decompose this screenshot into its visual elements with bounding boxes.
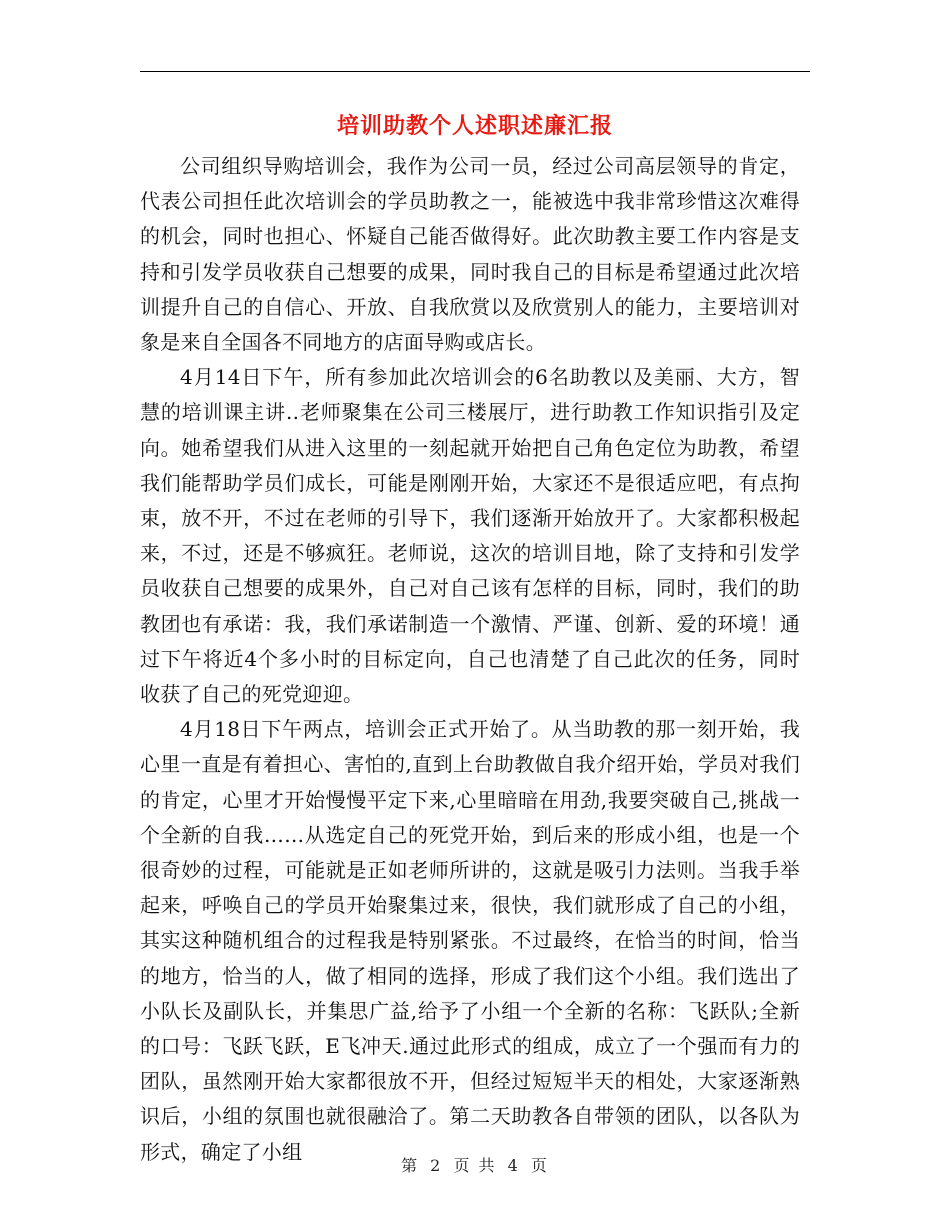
footer-prefix: 第 xyxy=(401,1156,420,1175)
document-body xyxy=(140,149,800,1170)
paragraph-3: 4月18日下午两点，培训会正式开始了。从当助教的那一刻开始，我心里一直是有着担心、害怕的,直到上台助教做自我介绍开始，学员对我们的肯定，心里才开始慢慢平定下来,心里暗暗在用劲,我要突破自己,挑战一个全新的自我……从选定自己的死党开始，到后来的形成小组，也是一个很奇妙的过程，可能就是正如老师所讲的，这就是吸引力法则。当我手举起来，呼唤自己的学员开始聚集过来，很快，我们就形成了自己的小组，其实这种随机组合的过程我是特别紧张。不过最终，在恰当的时间，恰当的地方，恰当的人，做了相同的选择，形成了我们这个小组。我们选出了小队长及副队长，并集思广益,给予了小组一个全新的名称：飞跃队;全新的口号：飞跃飞跃，E飞冲天.通过此形式的组成，成立了一个强而有力的团队，虽然刚开始大家都很放不开，但经过短短半天的相处，大家逐渐熟识后，小组的氛围也就很融洽了。第二天助教各自带领的团队，以各队为形式，确定了小组 xyxy=(140,717,800,1164)
header-rule xyxy=(140,71,810,72)
page-footer xyxy=(140,1153,810,1176)
footer-total-pages: 4 xyxy=(507,1156,520,1175)
footer-suffix: 页 xyxy=(530,1156,549,1175)
footer-middle: 页 共 xyxy=(453,1156,497,1175)
paragraph-1: 公司组织导购培训会，我作为公司一员，经过公司高层领导的肯定，代表公司担任此次培训会的学员助教之一，能被选中我非常珍惜这次难得的机会，同时也担心、怀疑自己能否做得好。此次助教主要工作内容是支持和引发学员收获自己想要的成果，同时我自己的目标是希望通过此次培训提升自己的自信心、开放、自我欣赏以及欣赏别人的能力，主要培训对象是来自全国各不同地方的店面导购或店长。 xyxy=(140,154,800,355)
document-title: 培训助教个人述职述廉汇报 xyxy=(336,113,613,139)
paragraph-2: 4月14日下午，所有参加此次培训会的6名助教以及美丽、大方，智慧的培训课主讲..老师聚集在公司三楼展厅，进行助教工作知识指引及定向。她希望我们从进入这里的一刻起就开始把自己角色定位为助教，希望我们能帮助学员们成长，可能是刚刚开始，大家还不是很适应吧，有点拘束，放不开，不过在老师的引导下，我们逐渐开始放开了。大家都积极起来，不过，还是不够疯狂。老师说，这次的培训目地，除了支持和引发学员收获自己想要的成果外，自己对自己该有怎样的目标，同时，我们的助教团也有承诺：我，我们承诺制造一个激情、严谨、创新、爱的环境！通过下午将近4个多小时的目标定向，自己也清楚了自己此次的任务，同时收获了自己的死党迎迎。 xyxy=(140,365,800,707)
footer-page-number: 2 xyxy=(430,1156,443,1175)
